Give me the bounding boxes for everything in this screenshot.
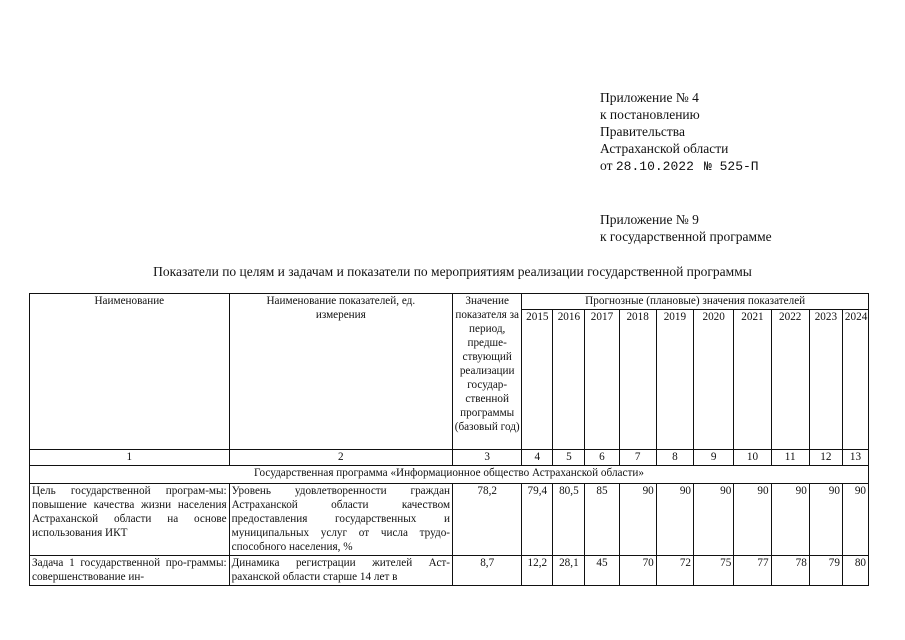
column-number-cell: 11: [771, 450, 809, 466]
appendix-9-line2: к государственной программе: [600, 229, 772, 244]
column-number-cell: 3: [453, 450, 522, 466]
indicators-table: [29, 293, 869, 586]
goal-indicator-cell: Уровень удовлетворенности граждан Астраханской области качеством предоставления государственных и муниципальных услуг от числа трудо-способного населения, %: [229, 484, 452, 556]
appendix-4-block: [600, 89, 759, 175]
appendix-9-title: Приложение № 9: [600, 212, 699, 227]
year-header-cell: 2020: [694, 310, 734, 450]
year-header-cell: 2016: [553, 310, 585, 450]
program-title-row: Государственная программа «Информационное общество Астраханской области»: [30, 466, 869, 484]
header-base-value: Значение показателя за период, предше-ствующий реализации государ-ственной программы (базовый год): [453, 294, 522, 450]
header-indicator: Наименование показателей, ед. измерения: [229, 294, 452, 450]
document-title: Показатели по целям и задачам и показатели по мероприятиям реализации государственной программы: [153, 264, 752, 279]
value-cell: 28,1: [553, 556, 585, 586]
value-cell: 90: [809, 484, 842, 556]
value-cell: 90: [842, 484, 868, 556]
task-base-cell: 8,7: [453, 556, 522, 586]
task-name-cell: Задача 1 государственной про-граммы: совершенствование ин-: [30, 556, 230, 586]
column-number-cell: 4: [522, 450, 553, 466]
column-number-cell: 5: [553, 450, 585, 466]
goal-name-cell: Цель государственной програм-мы: повышение качества жизни населения Астраханской области на основе использования ИКТ: [30, 484, 230, 556]
column-number-cell: 10: [734, 450, 771, 466]
task-indicator-cell: Динамика регистрации жителей Аст-раханской области старше 14 лет в: [229, 556, 452, 586]
year-header-cell: 2018: [619, 310, 656, 450]
value-cell: 79,4: [522, 484, 553, 556]
header-forecast: Прогнозные (плановые) значения показателей: [522, 294, 869, 310]
value-cell: 77: [734, 556, 771, 586]
value-cell: 78: [771, 556, 809, 586]
table-row: [30, 484, 869, 556]
date-prefix: от: [600, 158, 613, 173]
year-header-cell: 2017: [585, 310, 619, 450]
column-number-cell: 9: [694, 450, 734, 466]
column-number-cell: 1: [30, 450, 230, 466]
column-number-cell: 8: [656, 450, 693, 466]
value-cell: 80: [842, 556, 868, 586]
value-cell: 85: [585, 484, 619, 556]
appendix-4-title: Приложение № 4: [600, 90, 699, 105]
appendix-4-date-line: [600, 157, 759, 175]
appendix-4-line2: к постановлению: [600, 107, 700, 122]
value-cell: 75: [694, 556, 734, 586]
year-header-cell: 2022: [771, 310, 809, 450]
value-cell: 79: [809, 556, 842, 586]
column-number-cell: 2: [229, 450, 452, 466]
value-cell: 90: [619, 484, 656, 556]
table-row: [30, 556, 869, 586]
appendix-4-line3: Правительства: [600, 124, 685, 139]
decree-number: № 525-П: [704, 159, 759, 174]
value-cell: 90: [656, 484, 693, 556]
column-number-cell: 7: [619, 450, 656, 466]
value-cell: 70: [619, 556, 656, 586]
decree-date: 28.10.2022: [615, 159, 694, 174]
year-header-cell: 2021: [734, 310, 771, 450]
year-header-cell: 2023: [809, 310, 842, 450]
appendix-4-line4: Астраханской области: [600, 141, 729, 156]
value-cell: 90: [771, 484, 809, 556]
appendix-9-block: [600, 211, 772, 245]
value-cell: 80,5: [553, 484, 585, 556]
value-cell: 90: [734, 484, 771, 556]
goal-base-cell: 78,2: [453, 484, 522, 556]
value-cell: 72: [656, 556, 693, 586]
column-number-cell: 13: [842, 450, 868, 466]
column-number-cell: 6: [585, 450, 619, 466]
column-number-cell: 12: [809, 450, 842, 466]
header-name: Наименование: [30, 294, 230, 450]
value-cell: 90: [694, 484, 734, 556]
year-header-cell: 2019: [656, 310, 693, 450]
value-cell: 12,2: [522, 556, 553, 586]
year-header-cell: 2015: [522, 310, 553, 450]
value-cell: 45: [585, 556, 619, 586]
year-header-cell: 2024: [842, 310, 868, 450]
